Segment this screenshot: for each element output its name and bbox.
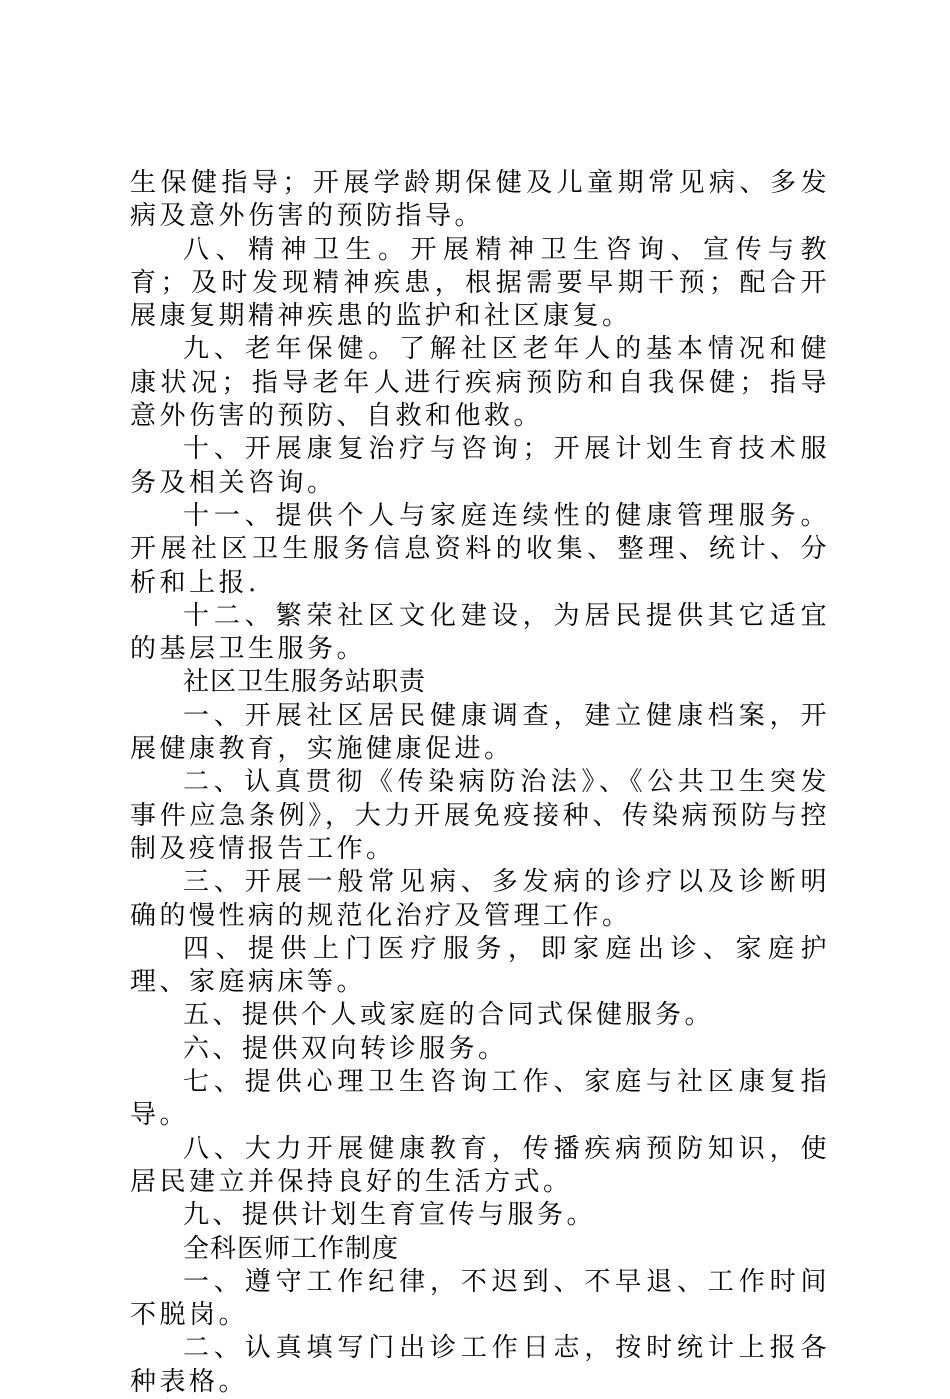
paragraph-contract-care: 五、提供个人或家庭的合同式保健服务。 [183,1000,715,1031]
paragraph-work-log: 二、认真填写门出诊工作日志，按时统计上报各种表格。 [130,1333,830,1397]
paragraph-health-survey: 一、开展社区居民健康调查，建立健康档案，开展健康教育，实施健康促进。 [130,700,830,765]
paragraph-referral: 六、提供双向转诊服务。 [183,1033,508,1064]
paragraph-rehabilitation: 十、开展康复治疗与咨询；开展计划生育技术服务及相关咨询。 [130,434,830,498]
paragraph-home-service: 四、提供上门医疗服务，即家庭出诊、家庭护理、家庭病床等。 [130,933,830,998]
paragraph-family-planning: 九、提供计划生育宣传与服务。 [183,1200,597,1231]
paragraph-health-education: 八、大力开展健康教育，传播疾病预防知识，使居民建立并保持良好的生活方式。 [130,1133,830,1197]
paragraph-diagnosis-treatment: 三、开展一般常见病、多发病的诊疗以及诊断明确的慢性病的规范化治疗及管理工作。 [130,867,830,931]
paragraph-infectious-disease: 二、认真贯彻《传染病防治法》、《公共卫生突发事件应急条例》，大力开展免疫接种、传染病预防与控制及疫情报告工作。 [130,767,830,864]
section-heading-station-duties: 社区卫生服务站职责 [183,667,427,698]
paragraph-psych-health: 七、提供心理卫生咨询工作、家庭与社区康复指导。 [130,1067,830,1131]
paragraph-work-discipline: 一、遵守工作纪律，不迟到、不早退、工作时间不脱岗。 [130,1266,830,1331]
paragraph-health-management: 十一、提供个人与家庭连续性的健康管理服务。开展社区卫生服务信息资料的收集、整理、统计、分析和上报. [130,500,830,598]
paragraph-continuation: 生保健指导；开展学龄期保健及儿童期常见病、多发病及意外伤害的预防指导。 [130,168,830,232]
paragraph-mental-health: 八、精神卫生。开展精神卫生咨询、宣传与教育；及时发现精神疾患，根据需要早期干预；配合开展康复期精神疾患的监护和社区康复。 [130,234,830,332]
paragraph-elderly-care: 九、老年保健。了解社区老年人的基本情况和健康状况；指导老年人进行疾病预防和自我保健；指导意外伤害的预防、自救和他救。 [130,334,830,432]
paragraph-community-culture: 十二、繁荣社区文化建设，为居民提供其它适宜的基层卫生服务。 [130,600,830,665]
section-heading-gp-rules: 全科医师工作制度 [183,1233,400,1264]
document-body [130,167,830,1399]
